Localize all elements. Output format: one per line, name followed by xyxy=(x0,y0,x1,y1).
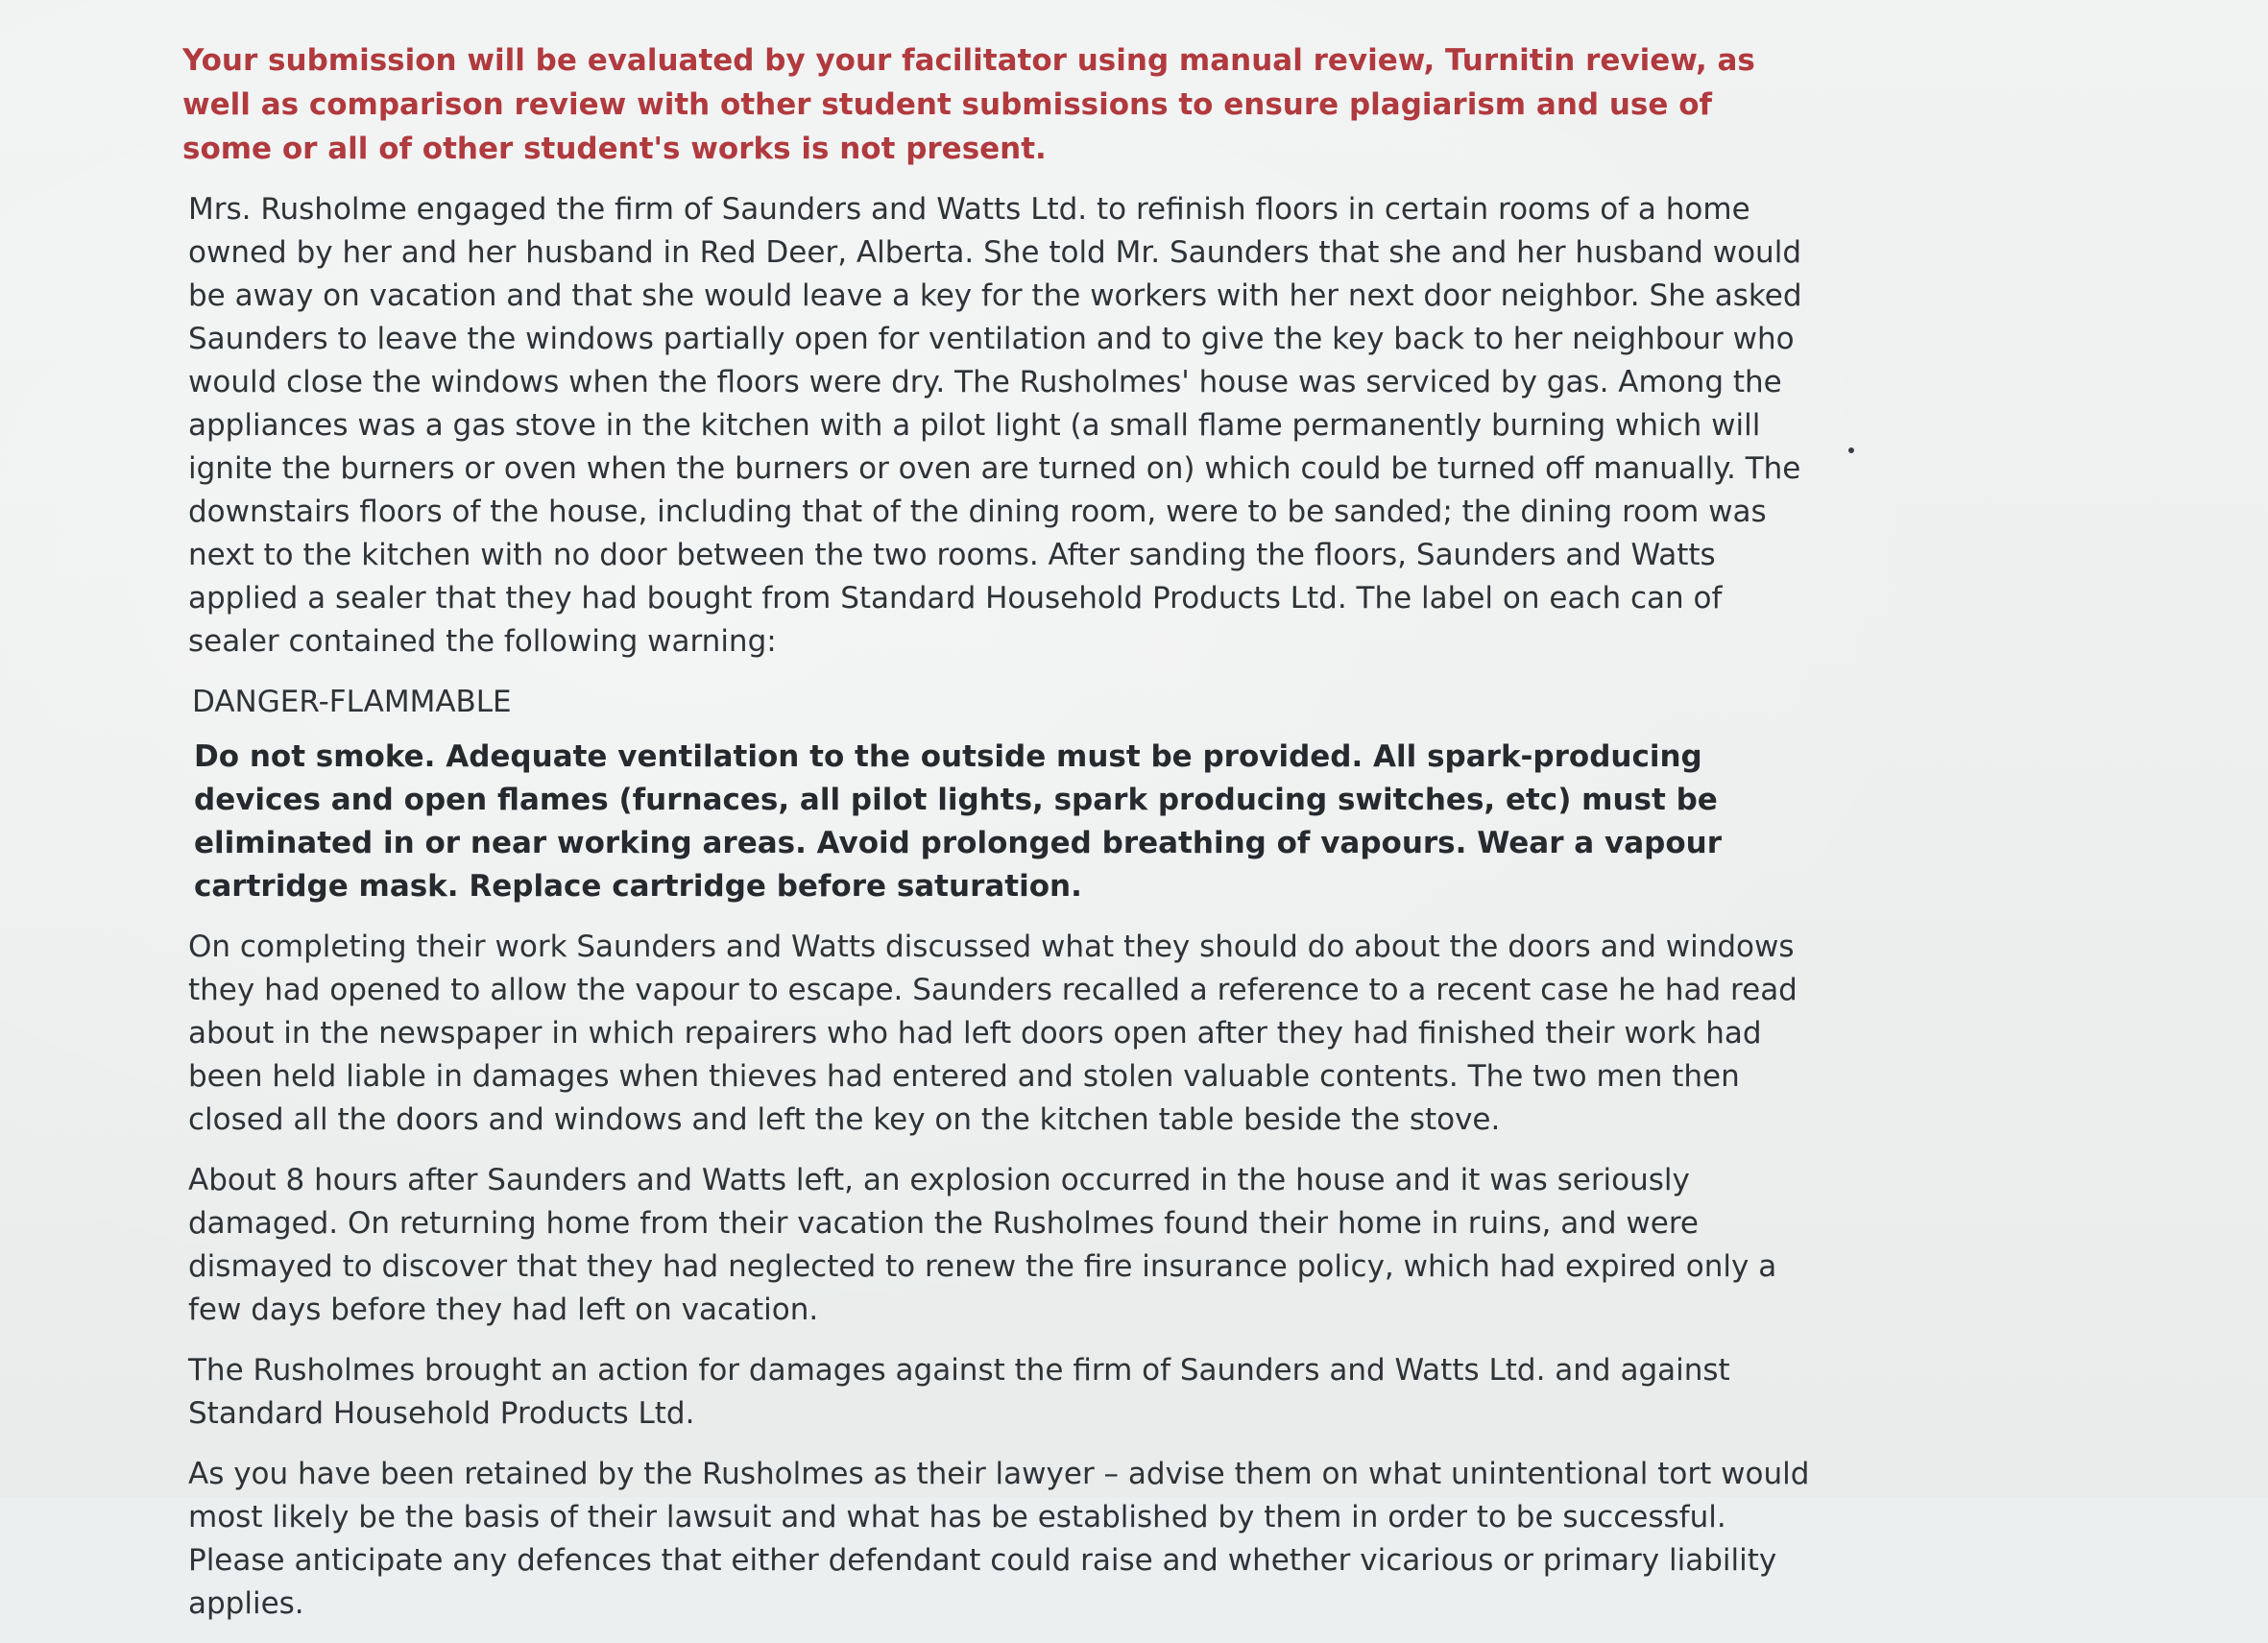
completion-paragraph: On completing their work Saunders and Watts discussed what they should do about the doors and windows they had opened to allow the vapour to escape. Saunders recalled a reference to a recent case he had read about in the newspaper in which repairers who had left doors open after they had finished their work had been held liable in damages when thieves had entered and stolen valuable contents. The two men then closed all the doors and windows and left the key on the kitchen table beside the stove. xyxy=(188,930,1798,1137)
warning-text: Do not smoke. Adequate ventilation to the outside must be provided. All spark-producing devices and open flames (furnaces, all pilot lights, spark producing switches, etc) must be eliminated in or near working areas. Avoid prolonged breathing of vapours. Wear a vapour cartridge mask. Replace cartridge before saturation. xyxy=(194,739,1722,904)
action-paragraph: The Rusholmes brought an action for damages against the firm of Saunders and Watts Ltd. and against Standard Household Products Ltd. xyxy=(188,1353,1730,1431)
explosion-paragraph: About 8 hours after Saunders and Watts left, an explosion occurred in the house and it was seriously damaged. On returning home from their vacation the Rusholmes found their home in ruins, and were dismayed to discover that they had neglected to renew the fire insurance policy, which had expired only a few days before they had left on vacation. xyxy=(188,1163,1777,1327)
document-content xyxy=(182,38,1834,1643)
screen-speck xyxy=(1848,447,1854,453)
warning-heading: DANGER-FLAMMABLE xyxy=(192,685,512,719)
submission-notice: Your submission will be evaluated by your facilitator using manual review, Turnitin review, as well as comparison review with other student submissions to ensure plagiarism and use of some or all of other student's works is not present. xyxy=(182,43,1755,166)
assignment-question: As you have been retained by the Rusholmes as their lawyer – advise them on what unintentional tort would most likely be the basis of their lawsuit and what has be established by them in order to be successful. Please anticipate any defences that either defendant could raise and whether vicarious or primary liability applies. xyxy=(188,1457,1810,1621)
case-facts-paragraph: Mrs. Rusholme engaged the firm of Saunders and Watts Ltd. to refinish floors in certain rooms of a home owned by her and her husband in Red Deer, Alberta. She told Mr. Saunders that she and her husband would be away on vacation and that she would leave a key for the workers with her next door neighbor. She asked Saunders to leave the windows partially open for ventilation and to give the key back to her neighbour who would close the windows when the floors were dry. The Rusholmes' house was serviced by gas. Among the appliances was a gas stove in the kitchen with a pilot light (a small flame permanently burning which will ignite the burners or oven when the burners or oven are turned on) which could be turned off manually. The downstairs floors of the house, including that of the dining room, were to be sanded; the dining room was next to the kitchen with no door between the two rooms. After sanding the floors, Saunders and Watts applied a sealer that they had bought from Standard Household Products Ltd. The label on each can of sealer contained the following warning: xyxy=(188,192,1802,659)
